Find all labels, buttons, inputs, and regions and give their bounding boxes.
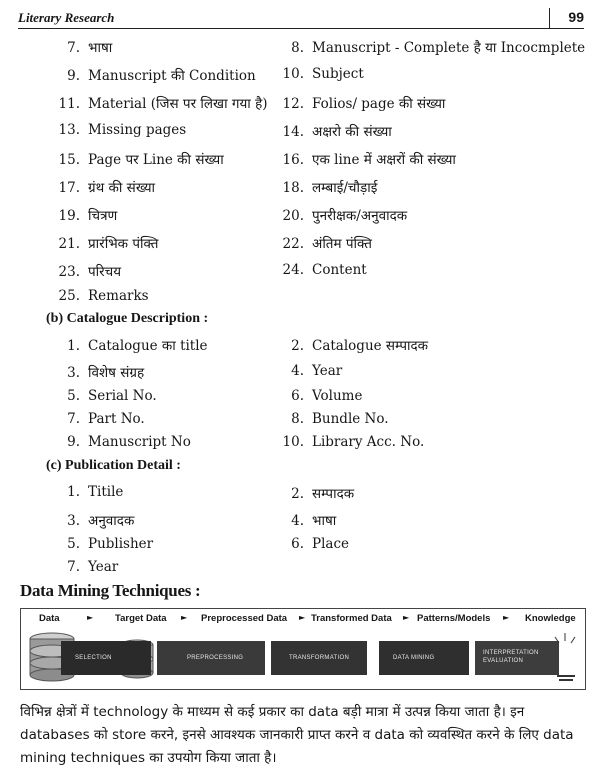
list-item: 17. ग्रंथ की संख्या (58, 180, 156, 196)
list-item: 2. Catalogue सम्पादक (291, 338, 429, 354)
list-item: 11. Material (जिस पर लिखा गया है) (58, 96, 268, 112)
arrow-icon: ► (403, 613, 410, 622)
arrow-icon: ► (181, 613, 188, 622)
list-item: 10. Subject (282, 66, 364, 82)
body-paragraph (20, 701, 586, 770)
list-item: 2. सम्पादक (291, 486, 355, 502)
list-item: 15. Page पर Line की संख्या (58, 152, 224, 168)
list-item: 8. Manuscript - Complete है या Incocmplete (291, 40, 586, 56)
list-item: 4. Year (291, 363, 343, 379)
list-item: 4. भाषा (291, 513, 337, 529)
selection-step: SELECTION (61, 641, 151, 675)
list-item: 7. Year (67, 559, 119, 575)
list-item: 25. Remarks (58, 288, 149, 304)
list-item: 3. अनुवादक (67, 513, 135, 529)
list-item: 13. Missing pages (58, 122, 187, 138)
list-item: 22. अंतिम पंक्ति (282, 236, 372, 252)
data-mining-heading: Data Mining Techniques : (20, 581, 201, 600)
preprocessing-step: PREPROCESSING (157, 641, 265, 675)
list-item: 18. लम्बाई/चौड़ाई (282, 180, 378, 196)
header-divider (549, 8, 551, 28)
catalogue-description-heading: (b) Catalogue Description : (46, 311, 209, 326)
interpretation-step: INTERPRETATION EVALUATION (475, 641, 559, 675)
paragraph-line: mining techniques का उपयोग किया जाता है। (20, 750, 277, 766)
list-item: 6. Place (291, 536, 349, 552)
list-item: 5. Serial No. (67, 388, 157, 404)
stage-label-knowledge: Knowledge (525, 613, 576, 624)
stage-label-transformed-data: Transformed Data (311, 613, 392, 624)
list-item: 16. एक line में अक्षरों की संख्या (282, 152, 456, 168)
stage-label-target-data: Target Data (115, 613, 167, 624)
list-item: 9. Manuscript No (67, 434, 191, 450)
arrow-icon: ► (87, 613, 94, 622)
list-item: 23. परिचय (58, 264, 122, 280)
list-item: 21. प्रारंभिक पंक्ति (58, 236, 159, 252)
list-item: 20. पुनरीक्षक/अनुवादक (282, 208, 408, 224)
kdd-process-diagram (20, 608, 586, 690)
knowledge-bulb-icon (547, 631, 583, 687)
list-item: 7. Part No. (67, 411, 145, 427)
list-item: 1. Catalogue का title (67, 338, 208, 354)
list-item: 7. भाषा (67, 40, 113, 56)
stage-label-patterns-models: Patterns/Models (417, 613, 491, 624)
stage-label-preprocessed-data: Preprocessed Data (201, 613, 288, 624)
list-item: 9. Manuscript की Condition (67, 68, 256, 84)
list-item: 19. चित्रण (58, 208, 118, 224)
list-item: 1. Titile (67, 484, 124, 500)
list-item: 24. Content (282, 262, 367, 278)
list-item: 8. Bundle No. (291, 411, 389, 427)
arrow-icon: ► (503, 613, 510, 622)
list-item: 14. अक्षरो की संख्या (282, 124, 392, 140)
paragraph-line: विभिन्न क्षेत्रों में technology के माध्यम से कई प्रकार का data बड़ी मात्रा में उत्पन्न किया जाता है। इन (20, 704, 525, 720)
transformation-step: TRANSFORMATION (271, 641, 367, 675)
publication-detail-heading: (c) Publication Detail : (46, 458, 181, 473)
running-title: Literary Research (18, 10, 115, 25)
stage-label-data: Data (39, 613, 60, 624)
data-mining-step: DATA MINING (379, 641, 469, 675)
list-item: 10. Library Acc. No. (282, 434, 425, 450)
arrow-icon: ► (299, 613, 306, 622)
page-header (18, 8, 584, 29)
process-band (61, 641, 561, 675)
page-number: 99 (568, 9, 584, 25)
list-item: 3. विशेष संग्रह (67, 365, 145, 381)
list-item: 12. Folios/ page की संख्या (282, 96, 446, 112)
list-item: 5. Publisher (67, 536, 154, 552)
list-item: 6. Volume (291, 388, 363, 404)
paragraph-line: databases को store करने, इनसे आवश्यक जानकारी प्राप्त करने व data को व्यवस्थित करने के लिए data (20, 727, 574, 743)
